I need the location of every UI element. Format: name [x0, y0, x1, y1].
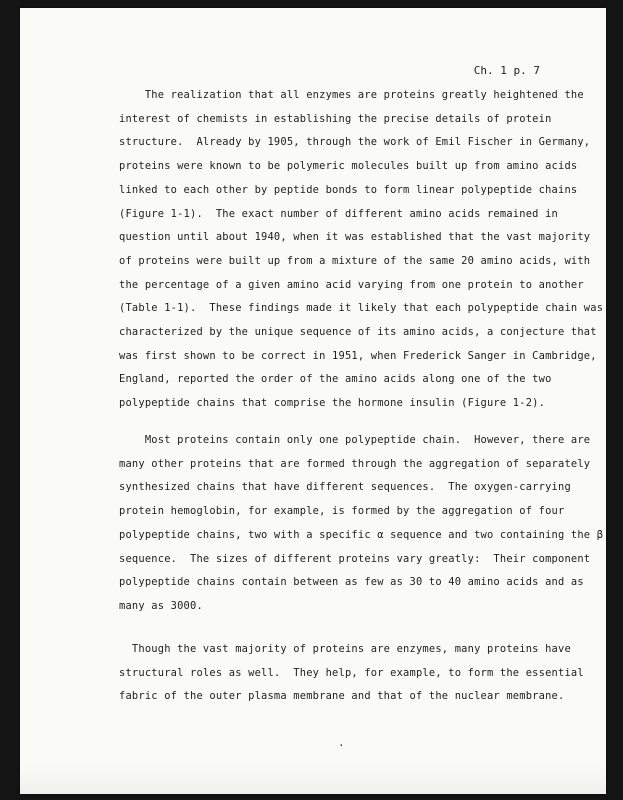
- text-line: linked to each other by peptide bonds to form linear polypeptide chains: [119, 183, 578, 196]
- text-line: England, reported the order of the amino acids along one of the two: [119, 373, 552, 386]
- text-line: fabric of the outer plasma membrane and that of the nuclear membrane.: [119, 690, 565, 703]
- text-line: Though the vast majority of proteins are enzymes, many proteins have: [119, 643, 571, 655]
- page-header: Ch. 1 p. 7: [473, 64, 540, 77]
- paragraph-2: [119, 429, 604, 619]
- text-line: protein hemoglobin, for example, is formed by the aggregation of four: [119, 505, 565, 518]
- text-line: polypeptide chains contain between as few as 30 to 40 amino acids and as: [119, 576, 584, 589]
- text-line: structure. Already by 1905, through the work of Emil Fischer in Germany,: [119, 136, 591, 149]
- text-line: interest of chemists in establishing the precise details of protein: [119, 112, 552, 125]
- text-line: the percentage of a given amino acid varying from one protein to another: [119, 278, 584, 291]
- text-line: (Table 1-1). These findings made it likely that each polypeptide chain was: [119, 302, 604, 315]
- text-line: synthesized chains that have different sequences. The oxygen-carrying: [119, 481, 571, 494]
- trailing-mark: .: [338, 736, 345, 749]
- text-line: sequence. The sizes of different proteins vary greatly: Their component: [119, 552, 591, 565]
- text-line: question until about 1940, when it was established that the vast majority: [119, 231, 591, 244]
- text-line: of proteins were built up from a mixture of the same 20 amino acids, with: [119, 254, 591, 267]
- paragraph-3: [119, 638, 589, 709]
- text-line: characterized by the unique sequence of its amino acids, a conjecture that: [119, 326, 597, 339]
- text-line: many as 3000.: [119, 599, 203, 612]
- text-line: polypeptide chains that comprise the hormone insulin (Figure 1-2).: [119, 397, 546, 410]
- paragraph-1: [119, 84, 604, 416]
- page-bottom-edge: [20, 764, 606, 794]
- text-line: (Figure 1-1). The exact number of different amino acids remained in: [119, 207, 558, 220]
- text-line: many other proteins that are formed through the aggregation of separately: [119, 457, 591, 470]
- document-page: [20, 8, 606, 794]
- text-line: The realization that all enzymes are proteins greatly heightened the: [119, 89, 584, 101]
- text-line: proteins were known to be polymeric molecules built up from amino acids: [119, 160, 578, 173]
- text-line: structural roles as well. They help, for example, to form the essential: [119, 666, 584, 679]
- text-line: was first shown to be correct in 1951, when Frederick Sanger in Cambridge,: [119, 349, 597, 362]
- text-line: Most proteins contain only one polypeptide chain. However, there are: [119, 434, 591, 446]
- text-line: polypeptide chains, two with a specific α sequence and two containing the β: [119, 528, 604, 541]
